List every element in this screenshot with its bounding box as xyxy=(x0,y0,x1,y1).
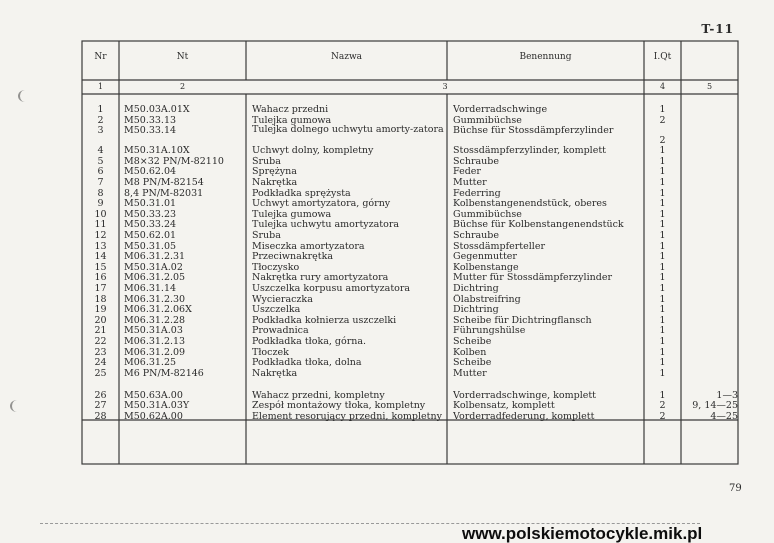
row-benennung: Stossdämpferteller xyxy=(453,240,545,252)
row-nr: 17 xyxy=(94,283,107,294)
row-nr: 14 xyxy=(94,251,107,263)
row-quantity: 1 xyxy=(659,272,666,284)
row-part-number: M50.62.01 xyxy=(124,230,177,241)
row-benennung: Kolbensatz, komplett xyxy=(453,400,555,412)
row-nazwa: Tłoczysko xyxy=(252,261,300,273)
page-number: 79 xyxy=(729,483,742,494)
row-nazwa: Uszczelka xyxy=(252,304,301,316)
row-part-number: M50.31.01 xyxy=(124,198,177,210)
row-nr: 8 xyxy=(97,187,104,199)
row-nazwa: Zespół montażowy tłoka, kompletny xyxy=(252,400,426,412)
row-nr: 3 xyxy=(97,125,104,137)
row-benennung: Feder xyxy=(453,166,481,178)
row-benennung: Vorderradschwinge, komplett xyxy=(453,389,596,401)
row-quantity: 1 xyxy=(659,198,666,210)
row-part-number: M8 PN/M-82154 xyxy=(124,177,204,188)
header-nazwa: Nazwa xyxy=(330,52,363,62)
row-part-number: M06.31.25 xyxy=(124,357,177,369)
row-quantity: 2 xyxy=(659,400,666,412)
row-quantity: 1 xyxy=(659,283,666,294)
row-part-number: M50.31.05 xyxy=(124,240,177,252)
row-part-number: M50.31A.02 xyxy=(124,261,183,273)
row-benennung: Führungshülse xyxy=(453,325,526,337)
row-nazwa: Tulejka uchwytu amortyzatora xyxy=(252,219,400,231)
row-part-number: M50.31A.03Y xyxy=(124,400,190,412)
row-part-number: M06.31.2.13 xyxy=(124,336,186,347)
row-nazwa: Element resorujący przedni, kompletny xyxy=(252,411,442,422)
row-nr: 12 xyxy=(94,230,107,241)
row-part-number: M06.31.2.28 xyxy=(124,314,186,326)
row-nazwa: Przeciwnakrętka xyxy=(252,251,333,263)
row-nr: 27 xyxy=(94,400,107,412)
row-part-number: M50.62.04 xyxy=(124,166,177,178)
row-nazwa: Uchwyt amortyzatora, górny xyxy=(252,198,391,210)
row-quantity: 1 xyxy=(659,208,666,220)
row-nr: 24 xyxy=(94,357,107,369)
row-nr: 21 xyxy=(94,325,107,337)
row-part-number: M6 PN/M-82146 xyxy=(124,367,204,379)
row-nazwa: Podkładka tłoka, górna. xyxy=(252,336,367,347)
row-quantity: 1 xyxy=(659,219,666,231)
row-benennung: Dichtring xyxy=(453,283,499,294)
row-nr: 23 xyxy=(94,346,107,358)
row-quantity: 2 xyxy=(659,114,666,126)
row-nr: 6 xyxy=(97,166,104,178)
row-benennung: Kolben xyxy=(453,346,487,358)
header-benennung: Benennung xyxy=(519,52,572,62)
row-part-number: M06.31.2.05 xyxy=(124,272,186,284)
row-nazwa: Wahacz przedni, kompletny xyxy=(252,389,385,401)
row-benennung: Kolbenstange xyxy=(453,261,519,273)
row-reference: 4—25 xyxy=(710,411,738,422)
row-nr: 13 xyxy=(94,240,107,252)
row-quantity: 1 xyxy=(659,325,666,337)
row-part-number: M50.03A.01X xyxy=(124,104,190,115)
row-nazwa: Nakrętka xyxy=(252,367,298,379)
row-quantity: 1 xyxy=(659,177,666,188)
row-benennung: Gummibüchse xyxy=(453,114,522,126)
row-part-number: M50.33.24 xyxy=(124,219,177,231)
row-nazwa: Nakrętka rury amortyzatora xyxy=(252,272,389,284)
row-part-number: M06.31.2.31 xyxy=(124,251,186,263)
row-quantity: 1 xyxy=(659,346,666,358)
row-nr: 15 xyxy=(94,261,107,273)
row-nazwa: Uchwyt dolny, kompletny xyxy=(252,145,374,157)
row-benennung: Federring xyxy=(453,187,501,199)
row-nr: 25 xyxy=(94,367,107,379)
row-benennung: Mutter für Stossdämpferzylinder xyxy=(453,272,612,284)
row-benennung: Mutter xyxy=(453,177,487,188)
row-quantity: 1 xyxy=(659,357,666,369)
row-reference: 1—3 xyxy=(716,389,738,401)
row-nr: 1 xyxy=(97,104,104,115)
row-quantity: 1 xyxy=(659,314,666,326)
row-benennung: Scheibe für Dichtringflansch xyxy=(453,314,592,326)
header-nr: Nr xyxy=(94,52,107,62)
row-nr: 16 xyxy=(94,272,107,284)
column-number: 5 xyxy=(706,82,713,91)
row-part-number: M50.33.14 xyxy=(124,125,177,137)
row-benennung: Ölabstreifring xyxy=(453,293,521,305)
row-nr: 22 xyxy=(94,336,107,347)
row-nr: 9 xyxy=(97,198,104,210)
row-nr: 19 xyxy=(94,304,107,316)
row-quantity: 1 xyxy=(659,304,666,316)
row-benennung: Stossdämpferzylinder, komplett xyxy=(453,145,606,157)
row-quantity: 1 xyxy=(659,336,666,347)
row-benennung: Dichtring xyxy=(453,304,499,316)
row-part-number: M50.31A.03 xyxy=(124,325,183,337)
row-benennung: Gegenmutter xyxy=(453,251,517,263)
row-part-number: M06.31.2.09 xyxy=(124,346,186,358)
row-nazwa: Miseczka amortyzatora xyxy=(252,240,365,252)
row-nazwa: Śruba xyxy=(252,155,281,167)
column-number: 1 xyxy=(97,82,104,91)
row-quantity: 1 xyxy=(659,251,666,263)
row-nazwa: Śruba xyxy=(252,230,281,241)
row-quantity: 1 xyxy=(659,293,666,305)
row-nazwa: Uszczelka korpusu amortyzatora xyxy=(252,283,411,294)
row-quantity: 1 xyxy=(659,187,666,199)
row-nr: 4 xyxy=(97,145,104,157)
row-quantity: 1 xyxy=(659,104,666,115)
row-quantity: 1 xyxy=(659,367,666,379)
page-edge-line xyxy=(40,523,700,524)
row-nazwa: Podkładka tłoka, dolna xyxy=(252,357,362,369)
row-part-number: M50.62A.00 xyxy=(124,411,183,422)
row-quantity: 1 xyxy=(659,240,666,252)
row-quantity: 1 xyxy=(659,155,666,167)
watermark-url: www.polskiemotocykle.mik.pl xyxy=(462,525,703,543)
row-nazwa: Prowadnica xyxy=(252,325,309,337)
row-benennung: Vorderradschwinge xyxy=(453,104,548,115)
row-nr: 20 xyxy=(94,314,107,326)
header-ilosc: I.Qt xyxy=(653,52,672,62)
row-part-number: M50.31A.10X xyxy=(124,145,190,157)
row-benennung: Vorderradfederung, komplett xyxy=(453,411,595,422)
row-nr: 26 xyxy=(94,389,107,401)
row-nazwa: Tulejka dolnego uchwytu amorty-zatora xyxy=(252,125,444,135)
column-number: 2 xyxy=(179,82,186,91)
row-quantity: 2 xyxy=(659,135,666,147)
row-part-number: M06.31.2.06X xyxy=(124,304,192,316)
row-nazwa: Tulejka gumowa xyxy=(252,208,332,220)
row-benennung: Schraube xyxy=(453,230,499,241)
row-nazwa: Wahacz przedni xyxy=(252,104,329,115)
row-part-number: M50.33.23 xyxy=(124,208,177,220)
row-quantity: 1 xyxy=(659,145,666,157)
column-number: 4 xyxy=(659,82,666,91)
row-nazwa: Nakrętka xyxy=(252,177,298,188)
header-nt: Nt xyxy=(176,52,189,62)
row-nazwa: Sprężyna xyxy=(252,166,297,178)
row-nr: 2 xyxy=(97,114,104,126)
row-nr: 18 xyxy=(94,293,107,305)
row-quantity: 1 xyxy=(659,230,666,241)
row-part-number: M50.33.13 xyxy=(124,114,177,126)
row-nr: 11 xyxy=(94,219,107,231)
row-benennung: Büchse für Kolbenstangenendstück xyxy=(453,219,624,231)
row-benennung: Schraube xyxy=(453,155,499,167)
row-part-number: M8×32 PN/M-82110 xyxy=(124,155,224,167)
row-nazwa: Tłoczek xyxy=(252,346,289,358)
row-part-number: M50.63A.00 xyxy=(124,389,183,401)
row-benennung: Gummibüchse xyxy=(453,208,522,220)
row-quantity: 1 xyxy=(659,166,666,178)
row-nazwa: Podkładka kołnierza uszczelki xyxy=(252,314,397,326)
column-number: 3 xyxy=(442,82,448,91)
row-part-number: M06.31.14 xyxy=(124,283,177,294)
row-part-number: 8,4 PN/M-82031 xyxy=(124,187,204,199)
row-reference: 9, 14—25 xyxy=(692,400,738,412)
row-nr: 10 xyxy=(94,208,107,220)
row-quantity: 1 xyxy=(659,389,666,401)
row-benennung: Kolbenstangenendstück, oberes xyxy=(453,198,607,210)
row-quantity: 2 xyxy=(659,411,666,422)
row-nazwa: Wycieraczka xyxy=(252,293,313,305)
row-quantity: 1 xyxy=(659,261,666,273)
row-benennung: Scheibe xyxy=(453,336,492,347)
page-tag: T-11 xyxy=(701,22,734,36)
row-nazwa: Tulejka gumowa xyxy=(252,114,332,126)
row-nazwa: Podkładka sprężysta xyxy=(252,187,351,199)
row-benennung: Scheibe xyxy=(453,357,492,369)
row-benennung: Mutter xyxy=(453,367,487,379)
row-benennung: Büchse für Stossdämpferzylinder xyxy=(453,125,614,137)
row-part-number: M06.31.2.30 xyxy=(124,293,186,305)
row-nr: 28 xyxy=(94,411,107,422)
row-nr: 5 xyxy=(97,155,104,167)
row-nr: 7 xyxy=(97,177,104,188)
